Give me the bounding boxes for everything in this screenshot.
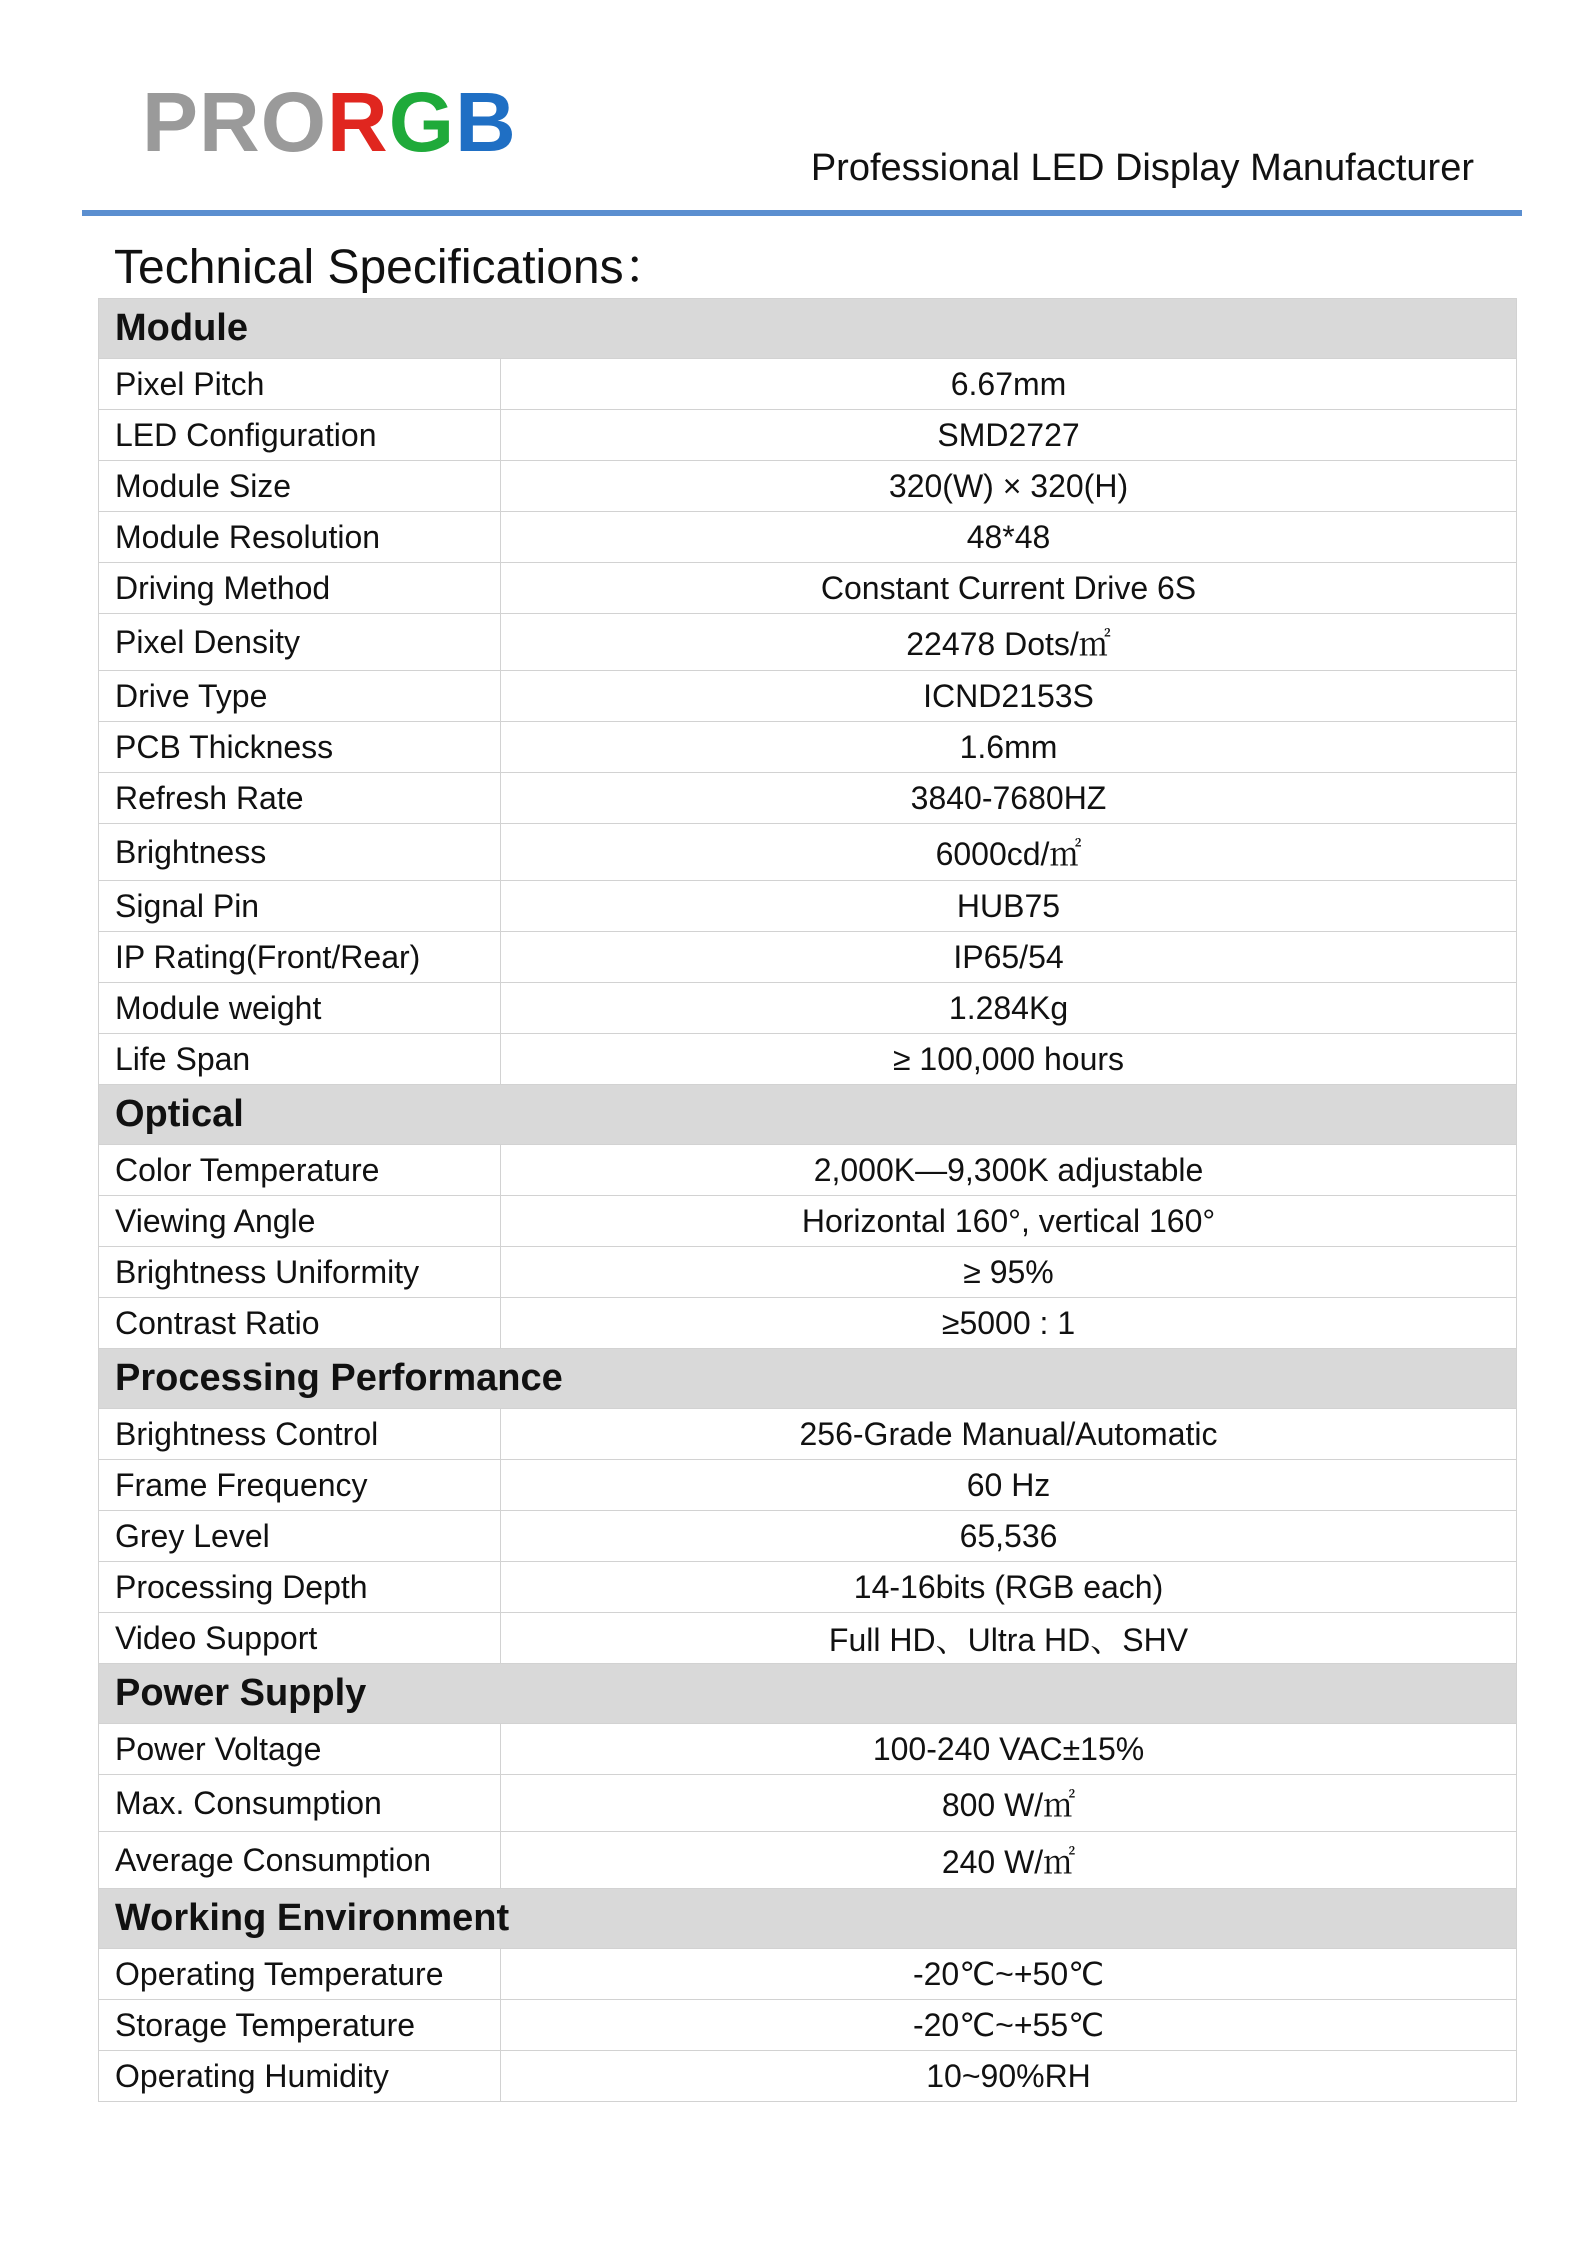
section-header-row bbox=[99, 1889, 1517, 1949]
spec-value: Full HD、Ultra HD、SHV bbox=[501, 1613, 1517, 1664]
table-row bbox=[99, 671, 1517, 722]
spec-label: Grey Level bbox=[99, 1511, 501, 1562]
spec-label: Module Resolution bbox=[99, 512, 501, 563]
spec-value: 48*48 bbox=[501, 512, 1517, 563]
spec-label: Frame Frequency bbox=[99, 1460, 501, 1511]
brand-logo bbox=[142, 76, 517, 168]
table-row bbox=[99, 1409, 1517, 1460]
company-tagline: Professional LED Display Manufacturer bbox=[810, 147, 1474, 189]
section-title: Module bbox=[99, 299, 1517, 359]
spec-label: Refresh Rate bbox=[99, 773, 501, 824]
table-row bbox=[99, 461, 1517, 512]
section-title: Power Supply bbox=[99, 1664, 1517, 1724]
header-divider bbox=[82, 210, 1522, 216]
table-row bbox=[99, 1724, 1517, 1775]
table-row bbox=[99, 512, 1517, 563]
spec-value: ≥ 100,000 hours bbox=[501, 1034, 1517, 1085]
spec-value: 320(W) × 320(H) bbox=[501, 461, 1517, 512]
spec-label: Brightness bbox=[99, 824, 501, 881]
spec-value: SMD2727 bbox=[501, 410, 1517, 461]
spec-label: Drive Type bbox=[99, 671, 501, 722]
table-row bbox=[99, 1832, 1517, 1889]
spec-label: Operating Humidity bbox=[99, 2051, 501, 2102]
spec-value: -20℃~+50℃ bbox=[501, 1949, 1517, 2000]
table-row bbox=[99, 1562, 1517, 1613]
table-row bbox=[99, 359, 1517, 410]
section-title: Working Environment bbox=[99, 1889, 1517, 1949]
spec-label: Contrast Ratio bbox=[99, 1298, 501, 1349]
section-header-row bbox=[99, 1085, 1517, 1145]
spec-value: 60 Hz bbox=[501, 1460, 1517, 1511]
table-row bbox=[99, 773, 1517, 824]
spec-value: -20℃~+55℃ bbox=[501, 2000, 1517, 2051]
spec-label: Signal Pin bbox=[99, 881, 501, 932]
table-row bbox=[99, 1511, 1517, 1562]
table-row bbox=[99, 983, 1517, 1034]
spec-value: 256-Grade Manual/Automatic bbox=[501, 1409, 1517, 1460]
spec-value: 240 W/㎡ bbox=[501, 1832, 1517, 1889]
logo-letter: B bbox=[455, 75, 517, 169]
spec-value: IP65/54 bbox=[501, 932, 1517, 983]
spec-label: Average Consumption bbox=[99, 1832, 501, 1889]
spec-value: 22478 Dots/㎡ bbox=[501, 614, 1517, 671]
spec-table bbox=[98, 298, 1517, 2102]
spec-label: LED Configuration bbox=[99, 410, 501, 461]
spec-value: HUB75 bbox=[501, 881, 1517, 932]
spec-value: ≥ 95% bbox=[501, 1247, 1517, 1298]
table-row bbox=[99, 1196, 1517, 1247]
logo-letter: P bbox=[142, 75, 200, 169]
table-row bbox=[99, 932, 1517, 983]
spec-label: Operating Temperature bbox=[99, 1949, 501, 2000]
spec-value: 1.284Kg bbox=[501, 983, 1517, 1034]
spec-value: Horizontal 160°, vertical 160° bbox=[501, 1196, 1517, 1247]
table-row bbox=[99, 1145, 1517, 1196]
section-header-row bbox=[99, 299, 1517, 359]
logo-letter: O bbox=[260, 75, 328, 169]
logo-letter: R bbox=[199, 75, 261, 169]
section-header-row bbox=[99, 1349, 1517, 1409]
spec-label: Power Voltage bbox=[99, 1724, 501, 1775]
table-row bbox=[99, 1460, 1517, 1511]
spec-label: Video Support bbox=[99, 1613, 501, 1664]
spec-label: Processing Depth bbox=[99, 1562, 501, 1613]
table-row bbox=[99, 2051, 1517, 2102]
section-header-row bbox=[99, 1664, 1517, 1724]
table-row bbox=[99, 563, 1517, 614]
table-row bbox=[99, 2000, 1517, 2051]
table-row bbox=[99, 1247, 1517, 1298]
spec-label: Life Span bbox=[99, 1034, 501, 1085]
spec-label: Brightness Uniformity bbox=[99, 1247, 501, 1298]
table-row bbox=[99, 824, 1517, 881]
spec-value: 3840-7680HZ bbox=[501, 773, 1517, 824]
spec-label: Driving Method bbox=[99, 563, 501, 614]
table-row bbox=[99, 1034, 1517, 1085]
spec-label: IP Rating(Front/Rear) bbox=[99, 932, 501, 983]
spec-value: ICND2153S bbox=[501, 671, 1517, 722]
spec-label: Pixel Pitch bbox=[99, 359, 501, 410]
table-row bbox=[99, 881, 1517, 932]
spec-value: 2,000K—9,300K adjustable bbox=[501, 1145, 1517, 1196]
spec-table-body bbox=[99, 299, 1517, 2102]
spec-value: 10~90%RH bbox=[501, 2051, 1517, 2102]
section-title: Optical bbox=[99, 1085, 1517, 1145]
spec-label: Pixel Density bbox=[99, 614, 501, 671]
page-title: Technical Specifications： bbox=[114, 241, 672, 294]
table-row bbox=[99, 1775, 1517, 1832]
table-row bbox=[99, 1949, 1517, 2000]
spec-value: 14-16bits (RGB each) bbox=[501, 1562, 1517, 1613]
section-title: Processing Performance bbox=[99, 1349, 1517, 1409]
spec-value: 6.67mm bbox=[501, 359, 1517, 410]
spec-value: 65,536 bbox=[501, 1511, 1517, 1562]
spec-label: Color Temperature bbox=[99, 1145, 501, 1196]
spec-label: Max. Consumption bbox=[99, 1775, 501, 1832]
spec-label: Brightness Control bbox=[99, 1409, 501, 1460]
spec-label: Viewing Angle bbox=[99, 1196, 501, 1247]
table-row bbox=[99, 410, 1517, 461]
table-row bbox=[99, 1298, 1517, 1349]
spec-value: 6000cd/㎡ bbox=[501, 824, 1517, 881]
spec-label: Module Size bbox=[99, 461, 501, 512]
spec-value: 1.6mm bbox=[501, 722, 1517, 773]
logo-letter: G bbox=[388, 75, 456, 169]
table-row bbox=[99, 722, 1517, 773]
spec-label: Module weight bbox=[99, 983, 501, 1034]
spec-label: PCB Thickness bbox=[99, 722, 501, 773]
table-row bbox=[99, 1613, 1517, 1664]
logo-letter: R bbox=[327, 75, 389, 169]
spec-value: 800 W/㎡ bbox=[501, 1775, 1517, 1832]
spec-value: ≥5000 : 1 bbox=[501, 1298, 1517, 1349]
spec-value: Constant Current Drive 6S bbox=[501, 563, 1517, 614]
table-row bbox=[99, 614, 1517, 671]
spec-value: 100-240 VAC±15% bbox=[501, 1724, 1517, 1775]
spec-label: Storage Temperature bbox=[99, 2000, 501, 2051]
